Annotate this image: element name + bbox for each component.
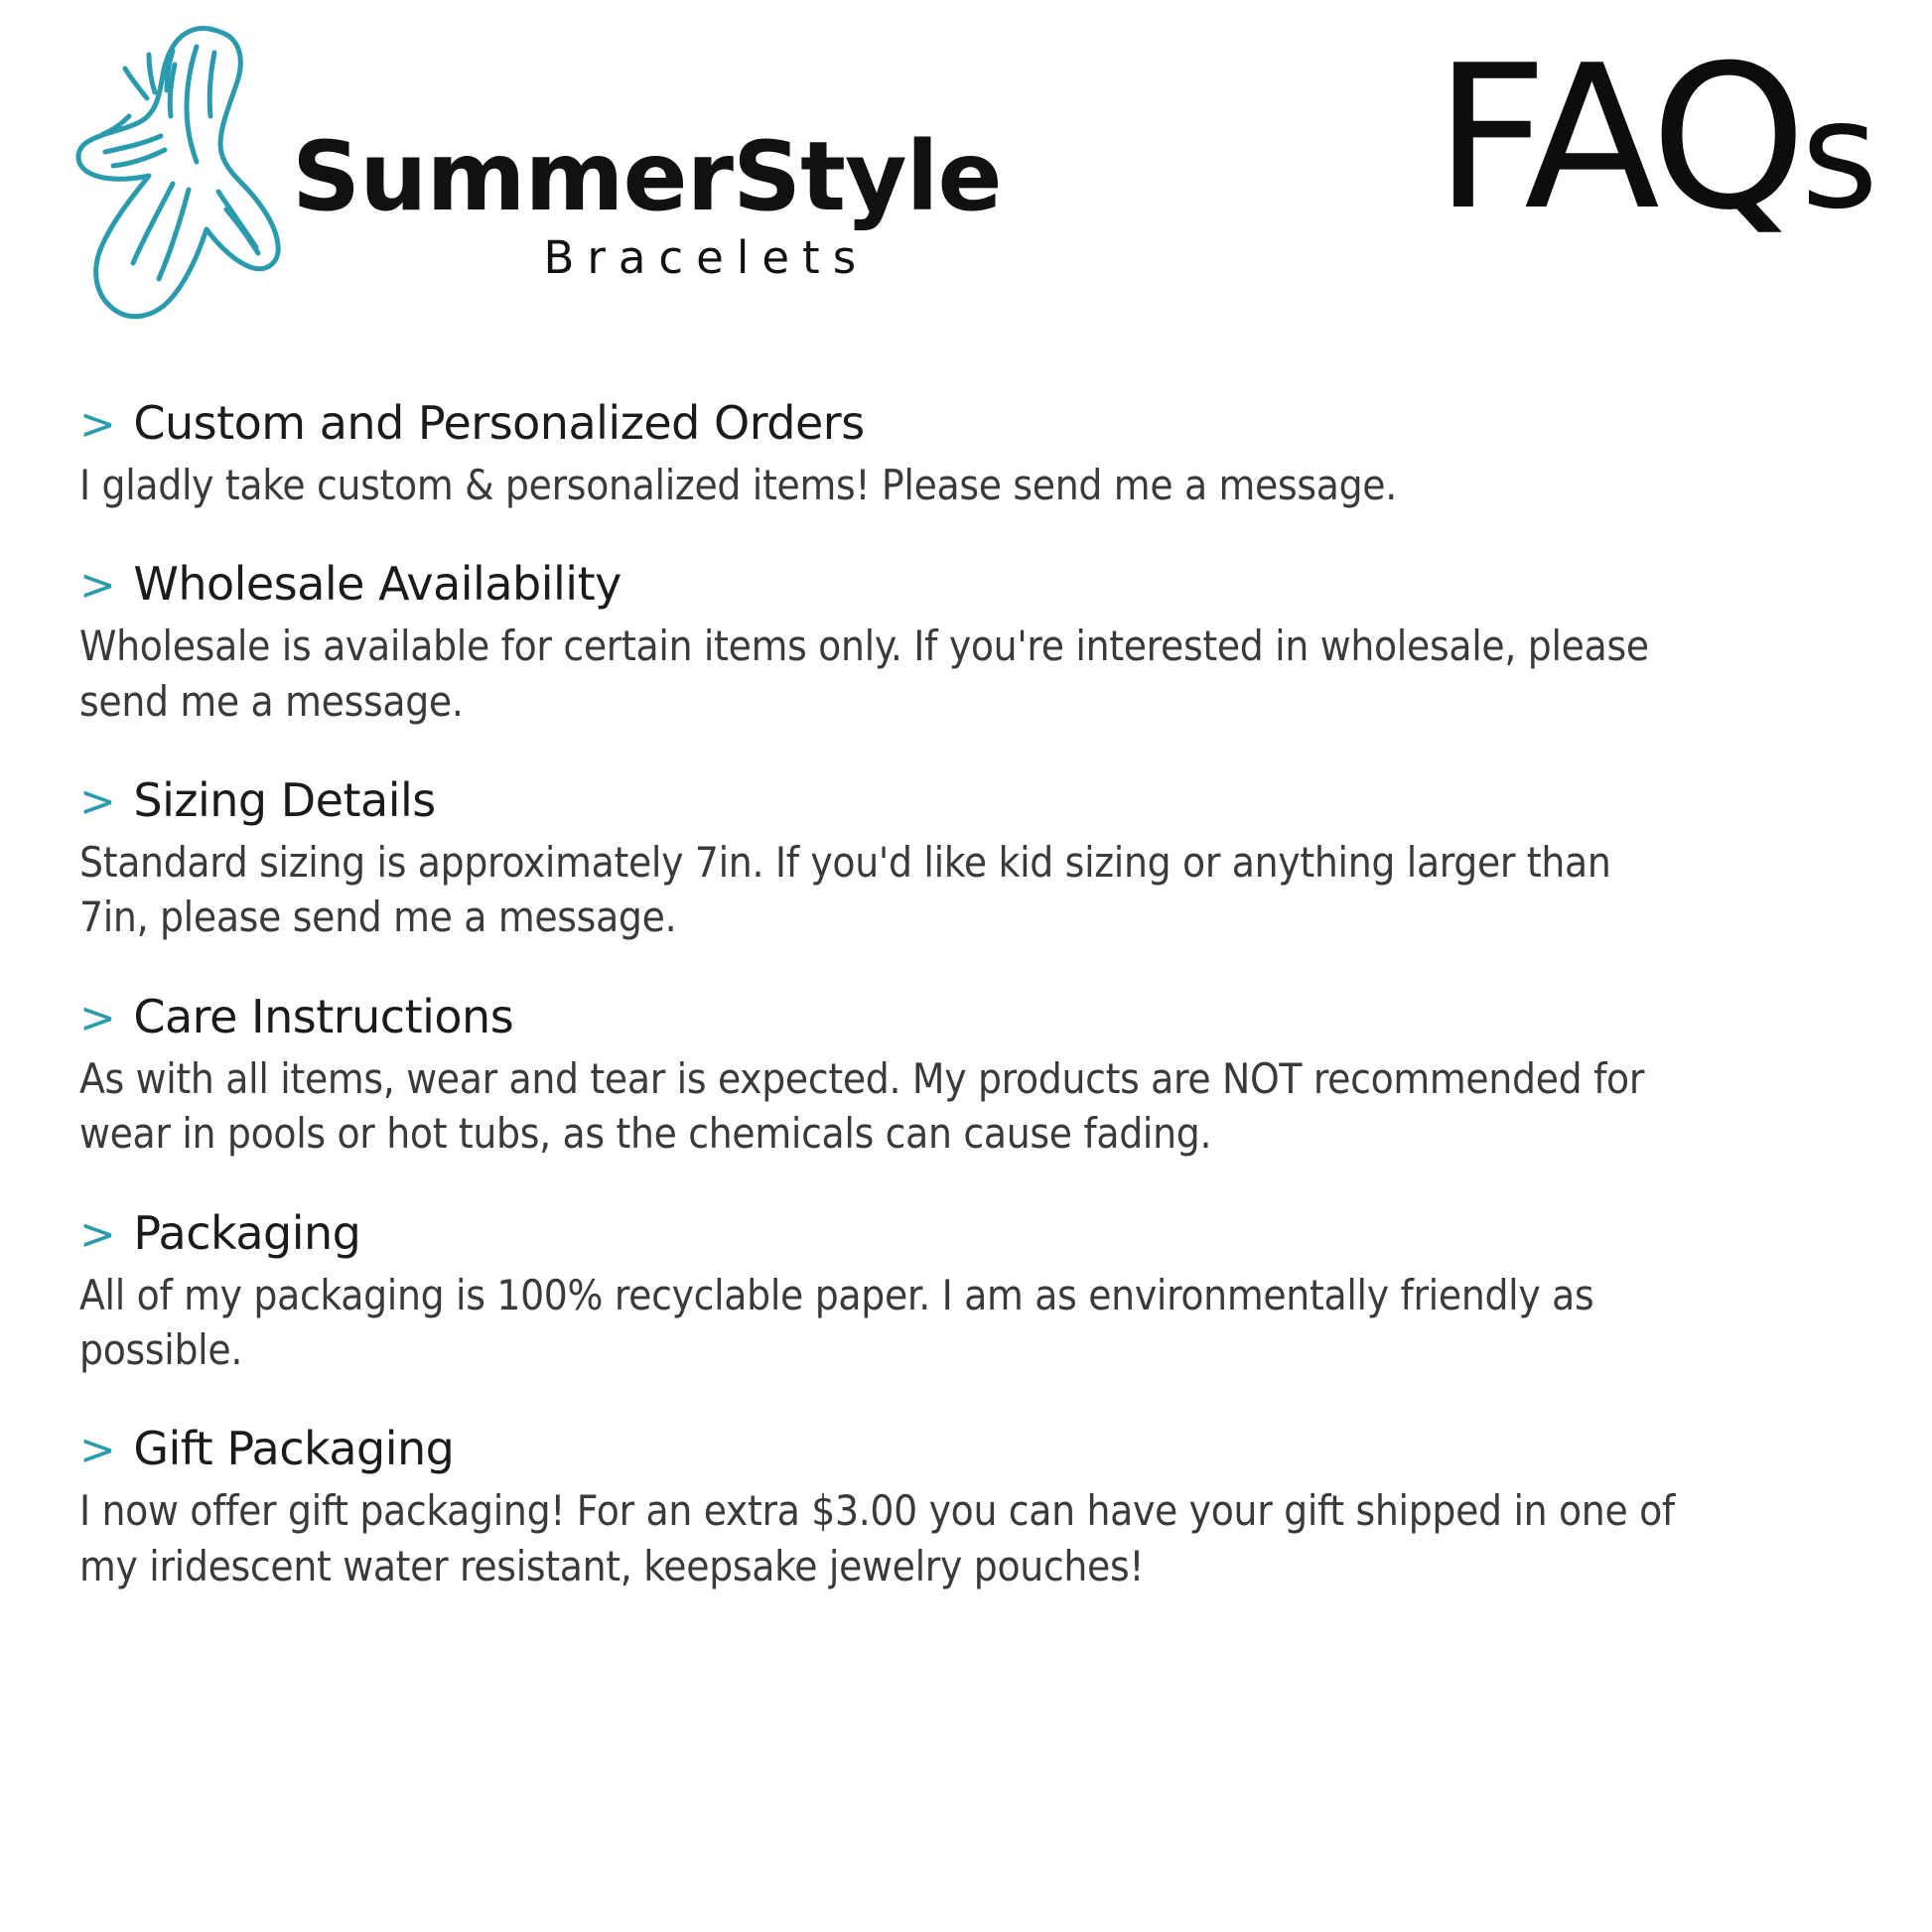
faq-item [79, 1423, 1863, 1593]
chevron-right-icon: > [79, 399, 116, 450]
faq-question-label: Custom and Personalized Orders [133, 396, 865, 450]
faq-answer: Wholesale is available for certain items only. If you're interested in wholesale, please send me a message. [79, 621, 1649, 726]
faq-question[interactable] [79, 397, 1863, 450]
brand-lockup [69, 25, 1002, 343]
faq-item [79, 558, 1863, 729]
page-title [1434, 23, 1872, 254]
faq-question[interactable] [79, 991, 1863, 1043]
faq-answer: Standard sizing is approximately 7in. If you'd like kid sizing or anything larger than 7in, please send me a message. [79, 837, 1611, 942]
faq-question-label: Wholesale Availability [133, 557, 621, 612]
page-title-suffix: s [1800, 69, 1872, 242]
starfish-logo-icon [69, 25, 288, 343]
chevron-right-icon: > [79, 776, 116, 828]
brand-name [292, 121, 1002, 232]
faq-answer: As with all items, wear and tear is expected. My products are NOT recommended for wear in pools or hot tubs, as the chemicals can cause fading. [79, 1053, 1645, 1159]
faq-question[interactable] [79, 1207, 1863, 1260]
faq-answer: All of my packaging is 100% recyclable paper. I am as environmentally friendly as possible. [79, 1270, 1594, 1374]
faq-item [79, 991, 1863, 1162]
faq-item [79, 774, 1863, 945]
faq-list [0, 397, 1932, 1593]
brand-tagline: Bracelets [543, 231, 870, 285]
faq-question[interactable] [79, 774, 1863, 827]
brand-name-text: SummerStyle [292, 121, 1002, 232]
chevron-right-icon: > [79, 1208, 116, 1260]
faq-item [79, 1207, 1863, 1378]
brand-wordmark [292, 25, 1002, 284]
chevron-right-icon: > [79, 560, 116, 612]
chevron-right-icon: > [79, 1425, 116, 1476]
faq-answer: I now offer gift packaging! For an extra $3.00 you can have your gift shipped in one of my iridescent water resistant, keepsake jewelry pouches! [79, 1486, 1675, 1590]
faq-question[interactable] [79, 1423, 1863, 1475]
faq-question-label: Packaging [133, 1205, 361, 1260]
page-title-main: FAQ [1434, 23, 1801, 254]
faq-question-label: Care Instructions [133, 989, 514, 1043]
chevron-right-icon: > [79, 992, 116, 1043]
faq-answer: I gladly take custom & personalized items! Please send me a message. [79, 460, 1397, 509]
faq-question[interactable] [79, 558, 1863, 611]
page-header [0, 0, 1932, 397]
faq-question-label: Gift Packaging [133, 1422, 455, 1476]
faq-question-label: Sizing Details [133, 773, 436, 828]
faq-item [79, 397, 1863, 512]
